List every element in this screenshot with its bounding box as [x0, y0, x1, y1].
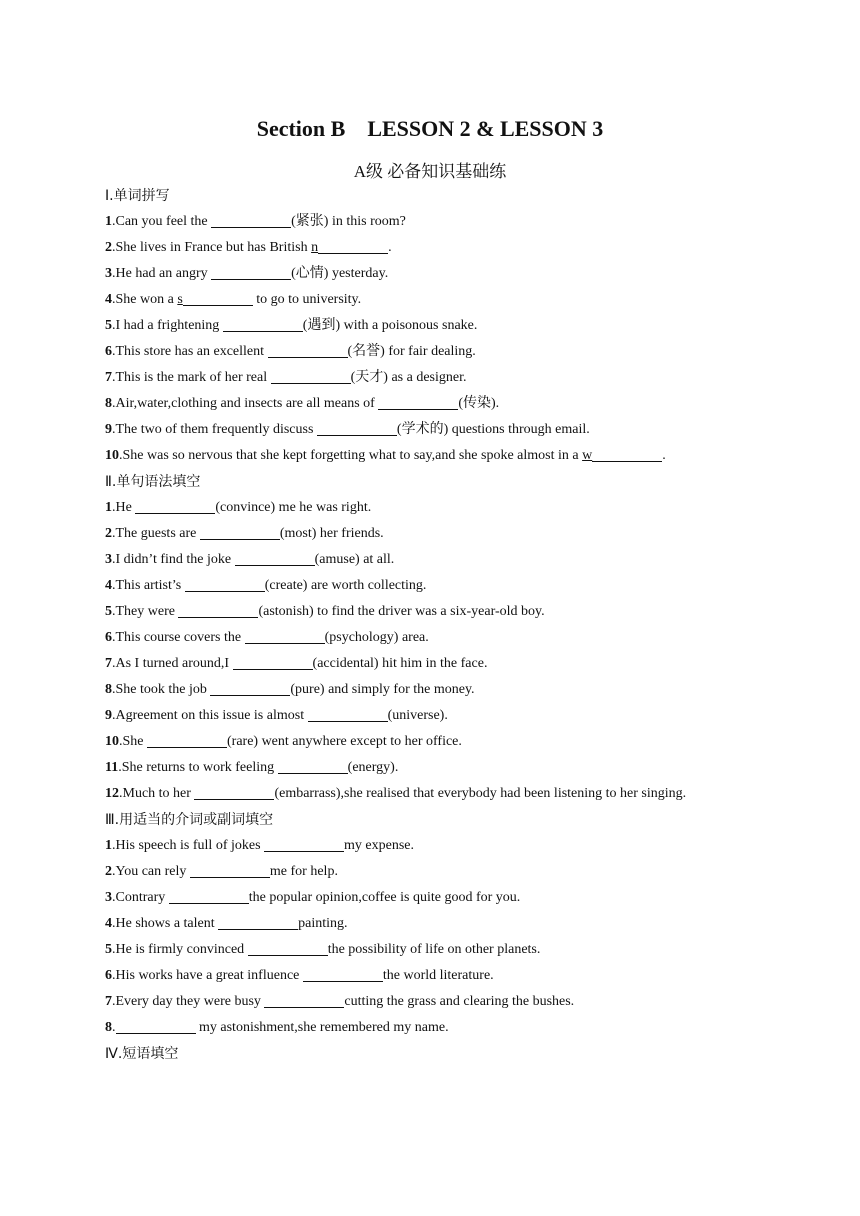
item-number: 11 — [105, 760, 119, 775]
answer-blank[interactable] — [233, 653, 313, 670]
item-number: 6 — [105, 344, 112, 359]
item-number: 7 — [105, 994, 112, 1009]
item-text: .He had an angry — [112, 266, 212, 281]
s1-item-4 — [105, 287, 825, 313]
item-text: (rare) went anywhere except to her office. — [227, 734, 462, 749]
item-number: 1 — [105, 500, 112, 515]
answer-blank[interactable] — [264, 835, 344, 852]
item-text: . — [112, 1020, 116, 1035]
answer-blank[interactable] — [211, 263, 291, 280]
answer-blank[interactable] — [178, 601, 258, 618]
answer-blank[interactable] — [147, 731, 227, 748]
item-number: 2 — [105, 864, 112, 879]
item-text: .This store has an excellent — [112, 344, 268, 359]
item-text: .Contrary — [112, 890, 169, 905]
item-text: . — [388, 240, 392, 255]
item-text: my expense. — [344, 838, 415, 853]
item-text: .He shows a talent — [112, 916, 219, 931]
page-title: Section B LESSON 2 & LESSON 3 — [256, 116, 604, 141]
item-text: (universe). — [387, 708, 448, 723]
item-text: .I had a frightening — [112, 318, 223, 333]
item-text: (embarrass),she realised that everybody had been listening to her singing. — [274, 786, 687, 801]
item-text: .The guests are — [112, 526, 200, 541]
page-subtitle: A级 必备知识基础练 — [353, 162, 507, 181]
s3-item-7 — [105, 989, 825, 1015]
s3-item-5 — [105, 937, 825, 963]
item-text: (convince) me he was right. — [215, 500, 372, 515]
item-text: (学术的) questions through email. — [396, 422, 590, 437]
s2-item-3 — [105, 547, 825, 573]
answer-blank[interactable] — [190, 861, 270, 878]
item-text: (create) are worth collecting. — [264, 578, 427, 593]
s3-item-4 — [105, 911, 825, 937]
item-text: .Air,water,clothing and insects are all means of — [112, 396, 379, 411]
item-number: 8 — [105, 396, 112, 411]
item-text: (pure) and simply for the money. — [290, 682, 475, 697]
item-text: .Can you feel the — [112, 214, 212, 229]
item-text: .This artist’s — [112, 578, 185, 593]
item-text: me for help. — [269, 864, 338, 879]
item-text: .You can rely — [112, 864, 190, 879]
answer-blank[interactable] — [278, 757, 348, 774]
item-number: 7 — [105, 370, 112, 385]
item-text: (energy). — [347, 760, 399, 775]
item-number: 10 — [105, 448, 119, 463]
item-number: 1 — [105, 214, 112, 229]
item-text: .She took the job — [112, 682, 211, 697]
answer-blank[interactable] — [235, 549, 315, 566]
item-text: .As I turned around,I — [112, 656, 233, 671]
item-text: the popular opinion,coffee is quite good for you. — [248, 890, 521, 905]
item-text: (心情) yesterday. — [291, 266, 389, 281]
item-number: 2 — [105, 240, 112, 255]
answer-blank[interactable] — [303, 965, 383, 982]
item-text: .This course covers the — [112, 630, 245, 645]
answer-blank[interactable] — [211, 211, 291, 228]
item-number: 9 — [105, 422, 112, 437]
answer-blank[interactable] — [318, 237, 388, 254]
item-number: 1 — [105, 838, 112, 853]
item-number: 4 — [105, 292, 112, 307]
answer-blank[interactable] — [248, 939, 328, 956]
item-text: (accidental) hit him in the face. — [312, 656, 488, 671]
item-number: 3 — [105, 266, 112, 281]
answer-blank[interactable] — [116, 1017, 196, 1034]
item-text: .Much to her — [119, 786, 195, 801]
s1-item-1 — [105, 209, 825, 235]
item-number: 4 — [105, 916, 112, 931]
item-number: 6 — [105, 968, 112, 983]
s2-item-1 — [105, 495, 825, 521]
item-text: .She returns to work feeling — [118, 760, 278, 775]
item-text: my astonishment,she remembered my name. — [195, 1020, 449, 1035]
item-text: (psychology) area. — [324, 630, 429, 645]
answer-blank[interactable] — [308, 705, 388, 722]
s2-item-9 — [105, 703, 825, 729]
item-text: (紧张) in this room? — [291, 214, 406, 229]
item-text: to go to university. — [252, 292, 362, 307]
answer-blank[interactable] — [268, 341, 348, 358]
item-text: .I didn’t find the joke — [112, 552, 235, 567]
s2-item-7 — [105, 651, 825, 677]
answer-blank[interactable] — [169, 887, 249, 904]
s1-item-5 — [105, 313, 825, 339]
answer-blank[interactable] — [317, 419, 397, 436]
s1-item-2 — [105, 235, 825, 261]
item-number: 8 — [105, 1020, 112, 1035]
item-text: the world literature. — [382, 968, 494, 983]
answer-blank[interactable] — [185, 575, 265, 592]
item-number: 2 — [105, 526, 112, 541]
item-text: .His speech is full of jokes — [112, 838, 265, 853]
item-number: 7 — [105, 656, 112, 671]
item-text: .Every day they were busy — [112, 994, 265, 1009]
s2-item-6 — [105, 625, 825, 651]
s1-item-8 — [105, 391, 825, 417]
s2-item-5 — [105, 599, 825, 625]
s3-item-3 — [105, 885, 825, 911]
item-text: .He is firmly convinced — [112, 942, 248, 957]
s3-item-2 — [105, 859, 825, 885]
item-text: .Agreement on this issue is almost — [112, 708, 308, 723]
s1-item-7 — [105, 365, 825, 391]
answer-blank[interactable] — [218, 913, 298, 930]
s3-item-1 — [105, 833, 825, 859]
answer-blank[interactable] — [264, 991, 344, 1008]
item-text: (astonish) to find the driver was a six-year-old boy. — [258, 604, 545, 619]
item-text: (most) her friends. — [279, 526, 384, 541]
item-number: 4 — [105, 578, 112, 593]
s2-item-2 — [105, 521, 825, 547]
s1-item-10 — [105, 443, 825, 469]
s2-item-12 — [105, 781, 825, 807]
answer-blank[interactable] — [135, 497, 215, 514]
initial-letter: w — [582, 448, 593, 463]
s2-item-10 — [105, 729, 825, 755]
item-text: .He — [112, 500, 136, 515]
item-number: 5 — [105, 318, 112, 333]
s3-item-6 — [105, 963, 825, 989]
s1-item-9 — [105, 417, 825, 443]
answer-blank[interactable] — [194, 783, 274, 800]
item-text: .She — [119, 734, 147, 749]
item-number: 10 — [105, 734, 119, 749]
s2-item-8 — [105, 677, 825, 703]
exercise-content — [105, 183, 825, 1067]
item-text: .She won a — [112, 292, 178, 307]
item-number: 6 — [105, 630, 112, 645]
s1-item-6 — [105, 339, 825, 365]
item-text: .She was so nervous that she kept forgetting what to say,and she spoke almost in a — [119, 448, 583, 463]
item-text: .She lives in France but has British — [112, 240, 312, 255]
item-text: . — [662, 448, 666, 463]
item-text: (传染). — [458, 396, 500, 411]
item-text: .This is the mark of her real — [112, 370, 271, 385]
item-number: 3 — [105, 552, 112, 567]
item-text: .They were — [112, 604, 179, 619]
answer-blank[interactable] — [245, 627, 325, 644]
s2-item-4 — [105, 573, 825, 599]
item-number: 12 — [105, 786, 119, 801]
initial-letter: n — [311, 240, 319, 255]
item-text: (天才) as a designer. — [350, 370, 467, 385]
s2-item-11 — [105, 755, 825, 781]
answer-blank[interactable] — [271, 367, 351, 384]
item-number: 8 — [105, 682, 112, 697]
section-1-heading: Ⅰ.单词拼写 — [105, 188, 170, 204]
answer-blank[interactable] — [223, 315, 303, 332]
section-2-heading: Ⅱ.单句语法填空 — [105, 474, 201, 490]
s1-item-3 — [105, 261, 825, 287]
answer-blank[interactable] — [183, 289, 253, 306]
item-text: (amuse) at all. — [314, 552, 395, 567]
item-text: cutting the grass and clearing the bushes. — [344, 994, 575, 1009]
item-text: painting. — [298, 916, 348, 931]
answer-blank[interactable] — [378, 393, 458, 410]
item-number: 5 — [105, 604, 112, 619]
s3-item-8 — [105, 1015, 825, 1041]
answer-blank[interactable] — [210, 679, 290, 696]
initial-letter: s — [177, 292, 183, 307]
item-number: 3 — [105, 890, 112, 905]
item-text: .The two of them frequently discuss — [112, 422, 317, 437]
answer-blank[interactable] — [200, 523, 280, 540]
item-text: the possibility of life on other planets. — [327, 942, 541, 957]
section-3-heading: Ⅲ.用适当的介词或副词填空 — [105, 812, 274, 828]
item-number: 5 — [105, 942, 112, 957]
item-text: .His works have a great influence — [112, 968, 303, 983]
section-4-heading: Ⅳ.短语填空 — [105, 1046, 179, 1062]
item-number: 9 — [105, 708, 112, 723]
answer-blank[interactable] — [592, 445, 662, 462]
item-text: (遇到) with a poisonous snake. — [302, 318, 478, 333]
item-text: (名誉) for fair dealing. — [347, 344, 476, 359]
